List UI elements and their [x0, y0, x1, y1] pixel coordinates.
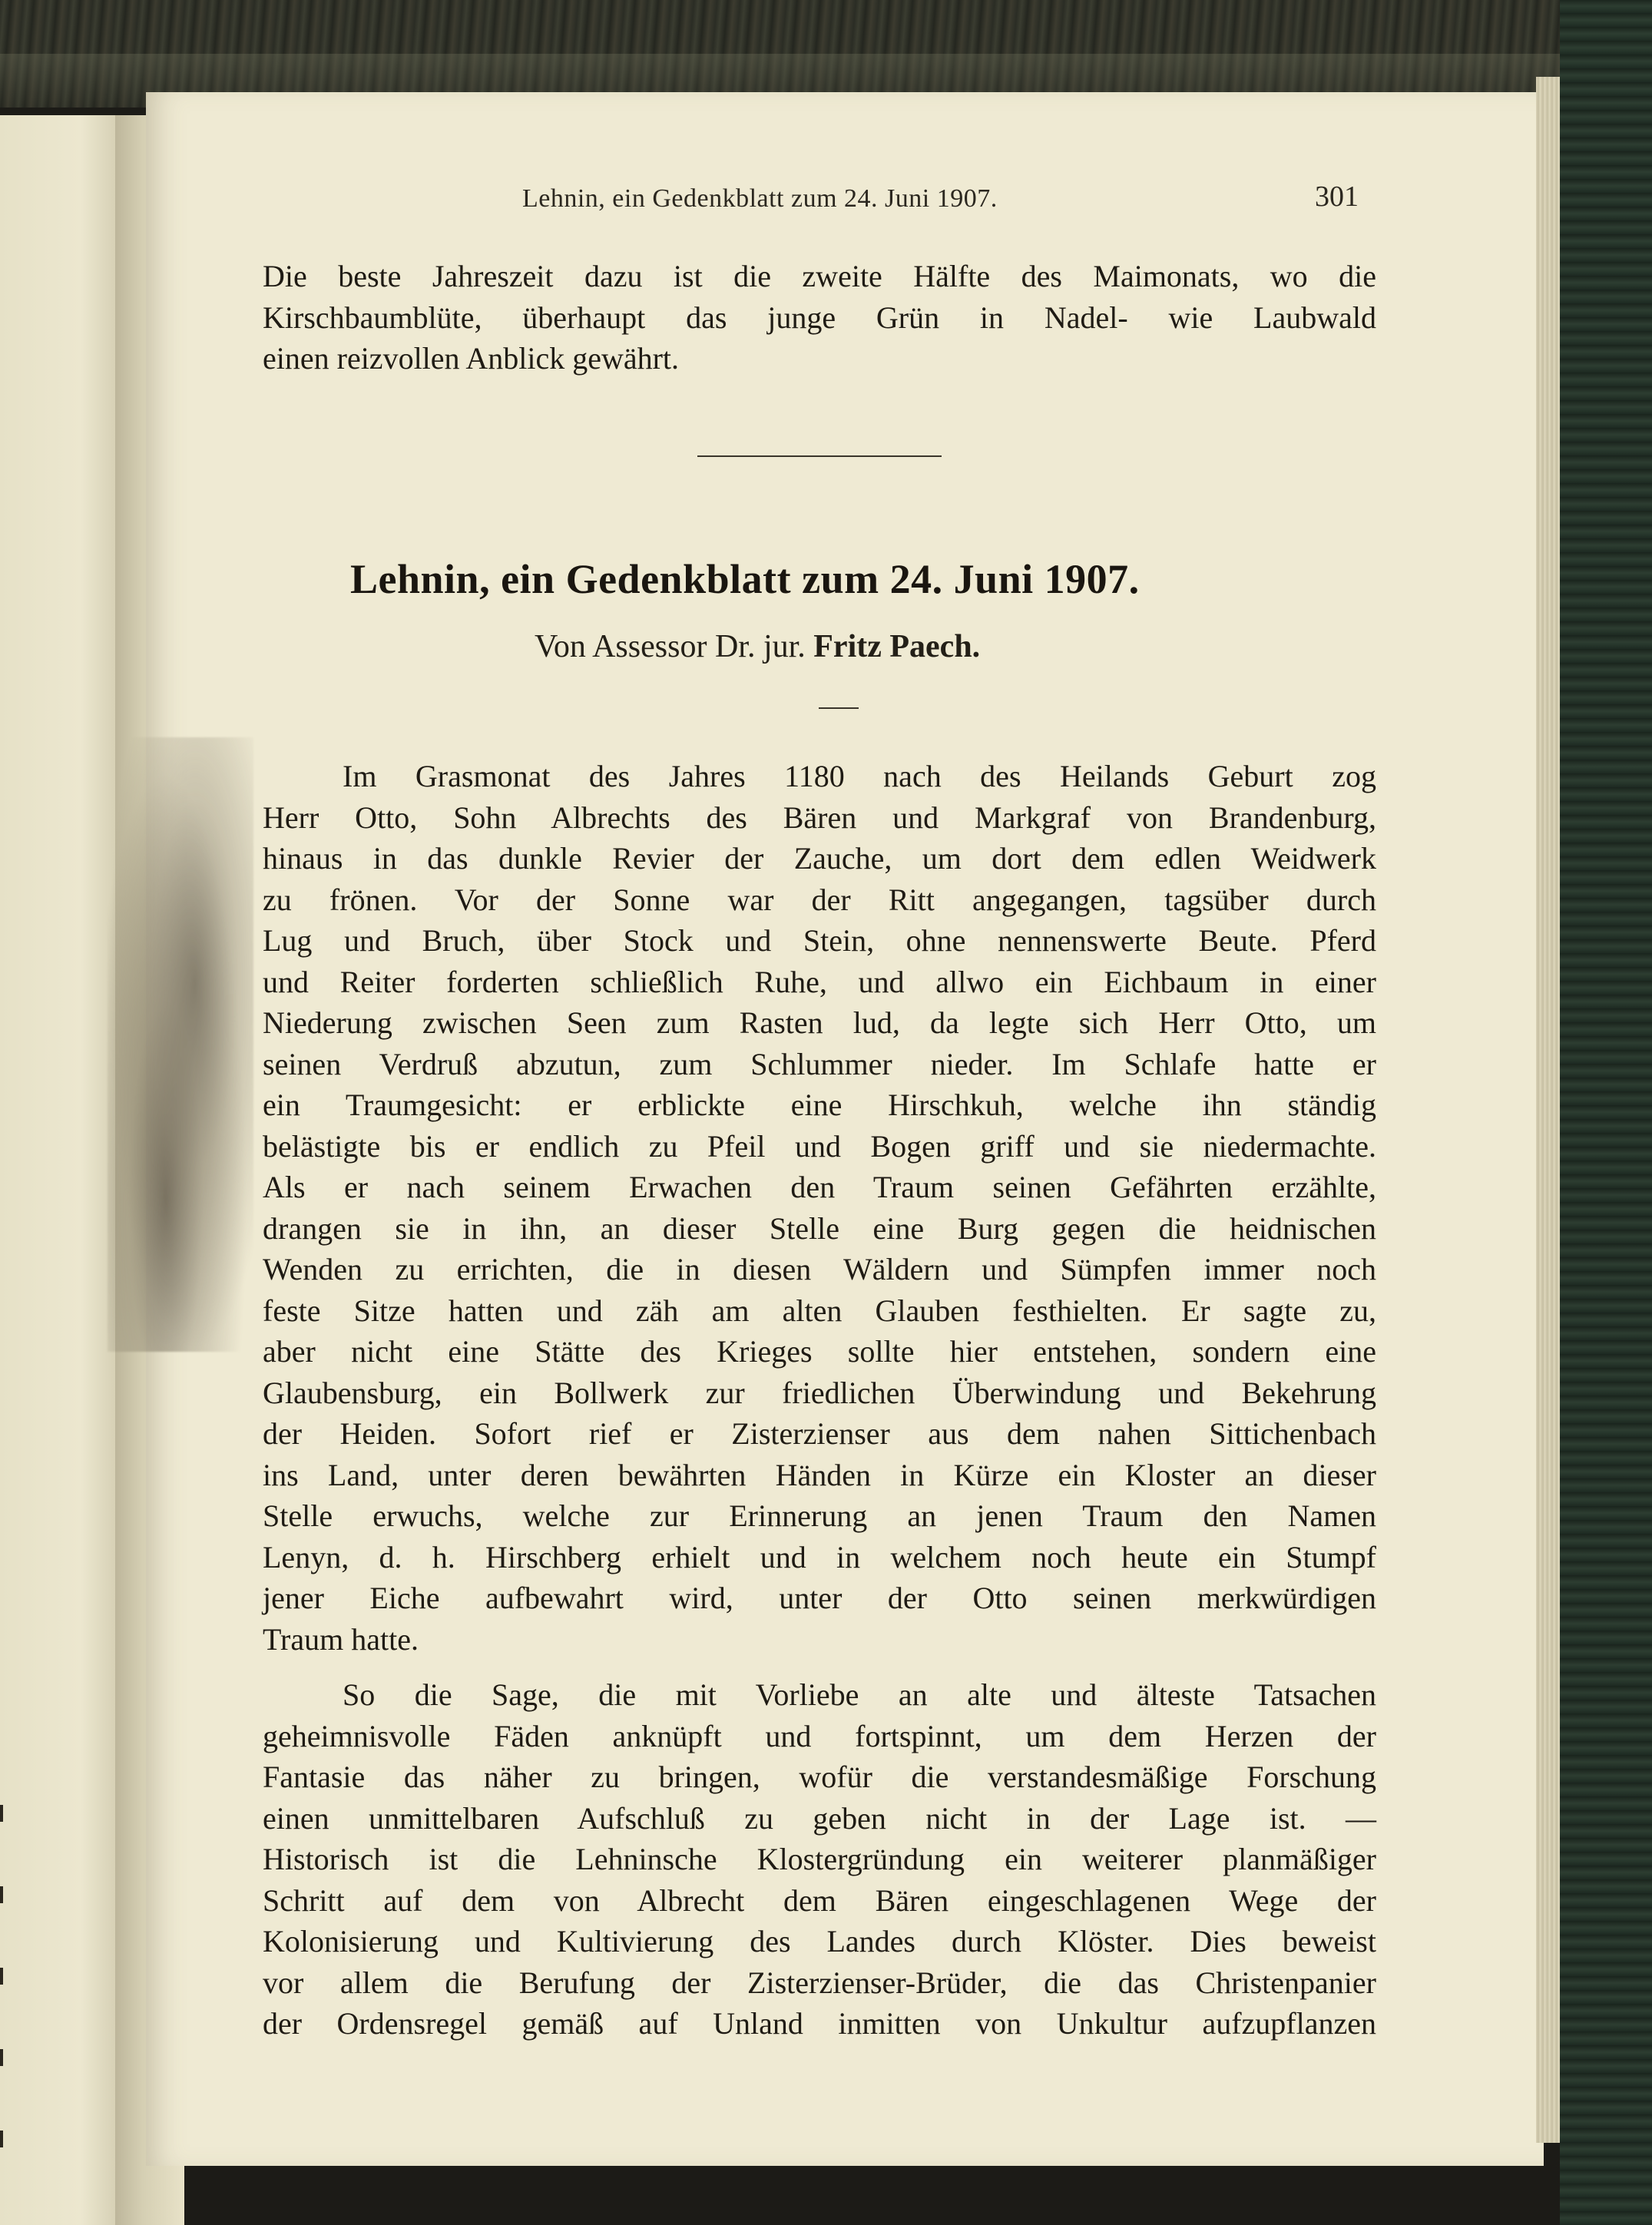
- article-byline: [535, 628, 980, 665]
- title-divider: [819, 707, 859, 709]
- text-line: feste Sitze hatten und zäh am alten Glauben festhielten. Er sagte zu,: [263, 1293, 1376, 1328]
- text-line: Traum hatte.: [263, 1621, 419, 1657]
- author-name: Fritz Paech.: [813, 629, 981, 664]
- text-line: geheimnisvolle Fäden anknüpft und fortspinnt, um dem Herzen der: [263, 1718, 1376, 1753]
- text-line: Fantasie das näher zu bringen, wofür die verstandesmäßige Forschung: [263, 1760, 1376, 1794]
- intro-text: [263, 256, 1376, 379]
- facing-page-marks: [0, 1805, 15, 2212]
- text-line: hinaus in das dunkle Revier der Zauche, um dort dem edlen Weidwerk: [263, 841, 1376, 876]
- page-number: 301: [1315, 180, 1359, 213]
- book-cover-right: [1560, 0, 1652, 2225]
- text-line: und Reiter forderten schließlich Ruhe, und allwo ein Eichbaum in einer: [263, 964, 1376, 999]
- facing-page-edge: [0, 115, 115, 2225]
- text-line: ins Land, unter deren bewährten Händen in Kürze ein Kloster an dieser: [263, 1457, 1376, 1492]
- text-line: Historisch ist die Lehninsche Klostergründung ein weiterer planmäßiger: [263, 1842, 1376, 1876]
- section-divider: [697, 455, 942, 457]
- text-line: Stelle erwuchs, welche zur Erinnerung an jenen Traum den Namen: [263, 1498, 1376, 1533]
- book-cover-top: [0, 0, 1652, 108]
- text-line: Kirschbaumblüte, überhaupt das junge Grün in Nadel- wie Laubwald: [263, 300, 1376, 335]
- text-line: ein Traumgesicht: er erblickte eine Hirschkuh, welche ihn ständig: [263, 1088, 1376, 1122]
- paragraph-2: [263, 1674, 1376, 2045]
- text-line: Lenyn, d. h. Hirschberg erhielt und in welchem noch heute ein Stumpf: [263, 1539, 1376, 1574]
- text-line: Als er nach seinem Erwachen den Traum seinen Gefährten erzählte,: [263, 1170, 1376, 1204]
- text-line: Die beste Jahreszeit dazu ist die zweite Hälfte des Maimonats, wo die: [263, 259, 1376, 293]
- text-line: So die Sage, die mit Vorliebe an alte und älteste Tatsachen: [343, 1677, 1376, 1712]
- text-line: Herr Otto, Sohn Albrechts des Bären und Markgraf von Brandenburg,: [263, 800, 1376, 835]
- text-line: der Heiden. Sofort rief er Zisterzienser aus dem nahen Sittichenbach: [263, 1416, 1376, 1451]
- text-line: belästigte bis er endlich zu Pfeil und Bogen griff und sie niedermachte.: [263, 1128, 1376, 1164]
- text-line: Niederung zwischen Seen zum Rasten lud, da legte sich Herr Otto, um: [263, 1005, 1376, 1040]
- paragraph-1: [263, 756, 1376, 1660]
- running-header-title: Lehnin, ein Gedenkblatt zum 24. Juni 1907.: [522, 184, 998, 213]
- text-line: seinen Verdruß abzutun, zum Schlummer nieder. Im Schlafe hatte er: [263, 1046, 1376, 1081]
- text-line: aber nicht eine Stätte des Krieges sollte hier entstehen, sondern eine: [263, 1334, 1376, 1369]
- text-line: drangen sie in ihn, an dieser Stelle eine Burg gegen die heidnischen: [263, 1210, 1376, 1246]
- text-line: Schritt auf dem von Albrecht dem Bären eingeschlagenen Wege der: [263, 1882, 1376, 1918]
- text-line: Im Grasmonat des Jahres 1180 nach des Heilands Geburt zog: [343, 759, 1376, 793]
- text-line: Glaubensburg, ein Bollwerk zur friedlichen Überwindung und Bekehrung: [263, 1375, 1376, 1410]
- text-line: Lug und Bruch, über Stock und Stein, ohne nennenswerte Beute. Pferd: [263, 923, 1376, 958]
- text-line: zu frönen. Vor der Sonne war der Ritt angegangen, tagsüber durch: [263, 882, 1376, 917]
- text-line: Wenden zu errichten, die in diesen Wäldern und Sümpfen immer noch: [263, 1252, 1376, 1286]
- text-line: der Ordensregel gemäß auf Unland inmitten von Unkultur aufzupflanzen: [263, 2006, 1376, 2041]
- article-title: Lehnin, ein Gedenkblatt zum 24. Juni 1907.: [350, 556, 1140, 602]
- text-line: einen unmittelbaren Aufschluß zu geben nicht in der Lage ist. —: [263, 1800, 1376, 1836]
- text-line: Kolonisierung und Kultivierung des Landes durch Klöster. Dies beweist: [263, 1924, 1376, 1958]
- byline-prefix: Von Assessor Dr. jur.: [535, 629, 806, 664]
- text-line: vor allem die Berufung der Zisterzienser-Brüder, die das Christenpanier: [263, 1965, 1376, 2000]
- text-line: jener Eiche aufbewahrt wird, unter der Otto seinen merkwürdigen: [263, 1581, 1376, 1615]
- water-stain: [108, 737, 253, 1352]
- text-line: einen reizvollen Anblick gewährt.: [263, 341, 680, 376]
